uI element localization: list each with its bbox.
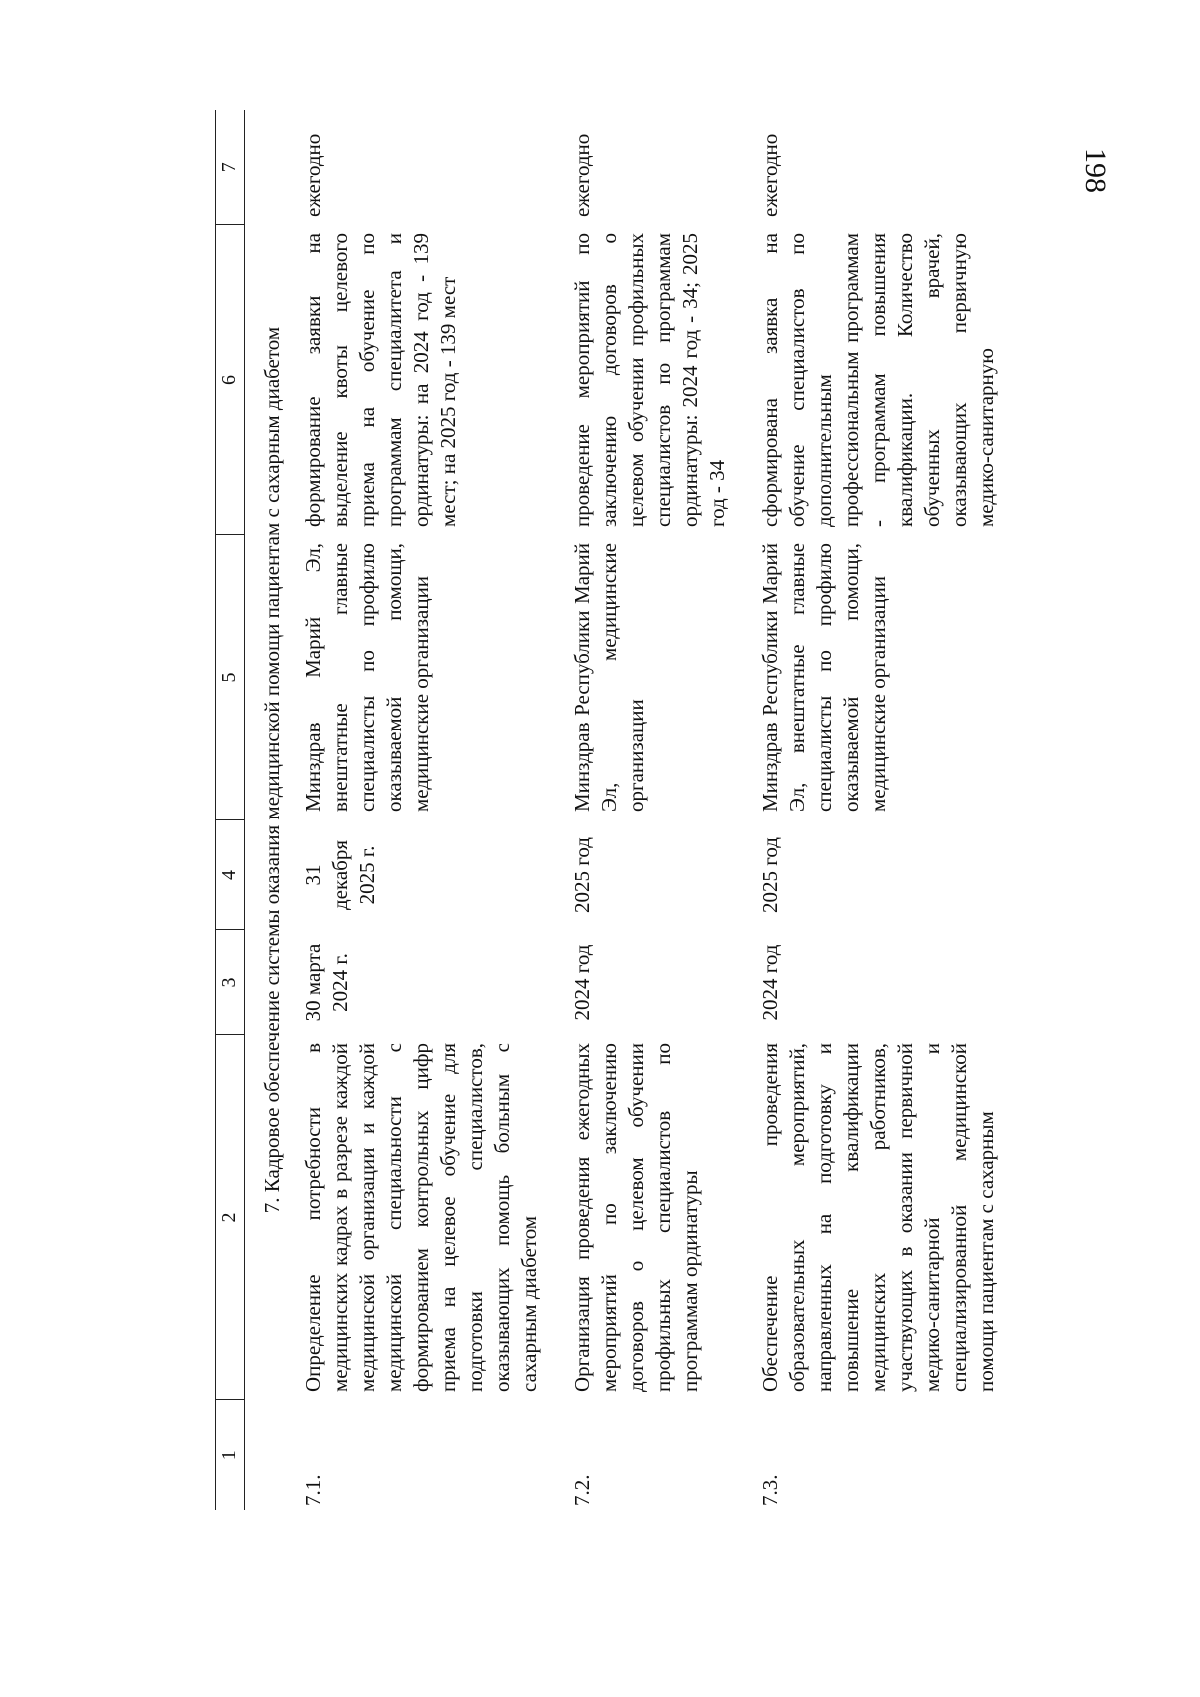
column-header: 2 <box>216 1035 245 1400</box>
measures-table <box>215 110 1026 1510</box>
end-date-cell: 2025 год <box>570 837 594 913</box>
section-title: 7. Кадровое обеспечение системы оказания медицинской помощи пациентам с сахарным диабетом <box>260 326 284 1214</box>
page-number: 198 <box>1079 148 1112 193</box>
row-number: 7.2. <box>570 1474 594 1506</box>
result-cell: сформирована заявка на обучение специалистов по дополнительным профессиональным программам - программам повышения квалификации. Количество обученных врачей, оказывающих первичную медико-санитарную <box>758 233 998 527</box>
table-row <box>757 110 1026 1510</box>
column-header: 6 <box>216 225 245 535</box>
column-header: 3 <box>216 930 245 1035</box>
start-date-cell: 2024 год <box>758 944 782 1021</box>
task-cell: Обеспечение проведения образовательных мероприятий, направленных на подготовку и повышение квалификации медицинских работников, участвующих в оказании первичной медико-санитарной и специализированной медицинской помощи пациентам с сахарным <box>758 1043 998 1392</box>
row-number: 7.3. <box>758 1474 782 1506</box>
responsible-cell: Минздрав Марий Эл, внештатные главные специалисты по профилю оказываемой помощи, медицинские организации <box>301 543 433 812</box>
column-header: 4 <box>216 820 245 930</box>
task-cell: Определение потребности в медицинских кадрах в разрезе каждой медицинской организации и каждой медицинской специальности с формированием контрольных цифр приема на целевое обучение для подготовки специалистов, оказывающих помощь больным с сахарным диабетом <box>301 1043 541 1392</box>
frequency-cell: ежегодно <box>758 133 782 217</box>
row-number: 7.1. <box>301 1474 325 1506</box>
column-header-row <box>216 110 245 1510</box>
responsible-cell: Минздрав Республики Марий Эл, внештатные главные специалисты по профилю оказываемой помощи, медицинские организации <box>758 543 890 812</box>
result-cell: проведение мероприятий по заключению договоров о целевом обучении профильных специалистов по программам ординатуры: 2024 год - 34; 2025 год - 34 <box>570 233 729 527</box>
frequency-cell: ежегодно <box>301 133 325 217</box>
start-date-cell: 2024 год <box>570 944 594 1021</box>
column-header: 7 <box>216 110 245 225</box>
column-header: 1 <box>216 1400 245 1510</box>
end-date-cell: 31 декабря 2025 г. <box>301 839 379 911</box>
task-cell: Организация проведения ежегодных мероприятий по заключению договоров о целевом обучении профильных специалистов по программам ординатуры <box>570 1043 702 1392</box>
result-cell: формирование заявки на выделение квоты целевого приема на обучение по программам специалитета и ординатуры: на 2024 год - 139 мест; на 2025 год - 139 мест <box>301 233 460 527</box>
end-date-cell: 2025 год <box>758 837 782 913</box>
frequency-cell: ежегодно <box>570 133 594 217</box>
rotated-table-container <box>215 110 1035 1510</box>
section-row <box>245 110 301 1510</box>
column-header: 5 <box>216 535 245 820</box>
table-row <box>300 110 569 1510</box>
table-row <box>569 110 757 1510</box>
responsible-cell: Минздрав Республики Марий Эл, медицинские организации <box>570 543 648 812</box>
start-date-cell: 30 марта 2024 г. <box>301 943 352 1022</box>
